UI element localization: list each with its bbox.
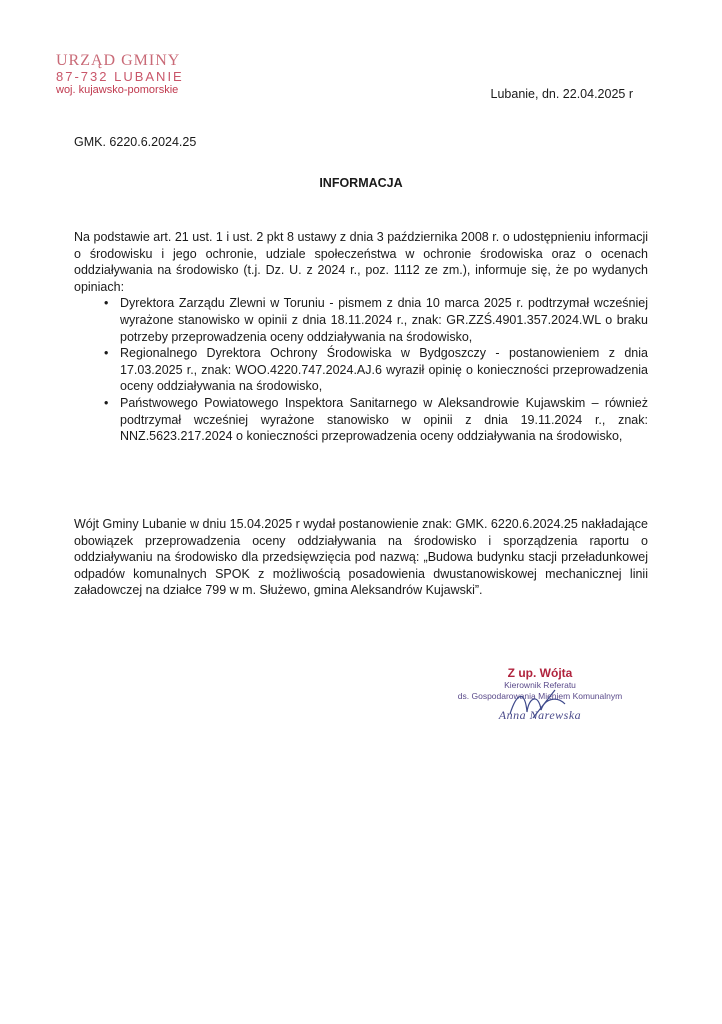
handwritten-signature-icon (505, 684, 575, 724)
list-item-text: Dyrektora Zarządu Zlewni w Toruniu - pismem z dnia 10 marca 2025 r. podtrzymał wcześniej wyrażone stanowisko w opinii z dnia 18.11.2024 r., znak: GR.ZZŚ.4901.357.2024.WL o braku potrzeby przeprowadzenia oceny oddziaływania na środowisko, (120, 296, 648, 344)
list-item-text: Regionalnego Dyrektora Ochrony Środowiska w Bydgoszczy - postanowieniem z dnia 17.03.2025 r., znak: WOO.4220.747.2024.AJ.6 wyraził opinię o konieczności przeprowadzenia oceny oddziaływania na środowisko, (120, 346, 648, 394)
signature-position: Kierownik Referatu (504, 680, 576, 690)
stamp-line-postcode: 87-732 LUBANIE (56, 69, 184, 84)
place-and-date: Lubanie, dn. 22.04.2025 r (490, 87, 633, 101)
stamp-line-province: woj. kujawsko-pomorskie (56, 84, 179, 96)
case-number: GMK. 6220.6.2024.25 (74, 135, 197, 149)
document-title: INFORMACJA (319, 176, 403, 190)
stamp-line-office: URZĄD GMINY (56, 52, 181, 69)
list-item (74, 295, 648, 345)
bullet-icon: • (104, 395, 109, 410)
list-item-text: Państwowego Powiatowego Inspektora Sanitarnego w Aleksandrowie Kujawskim – również podtrzymał wcześniej wyrażone stanowisko w opinii z dnia 19.11.2024 r., znak: NNZ.5623.217.2024 o konieczności przeprowadzenia oceny oddziaływania na środowisko, (120, 395, 648, 444)
intro-paragraph: Na podstawie art. 21 ust. 1 i ust. 2 pkt 8 ustawy z dnia 3 października 2008 r. o udostępnieniu informacji o środowisku i jego ochronie, udziale społeczeństwa w ochronie środowiska oraz o ocenach oddziaływania na środowisko (t.j. Dz. U. z 2024 r., poz. 1112 ze zm.), informuje się, że po wydanych opiniach: (74, 230, 648, 294)
office-stamp (56, 52, 236, 97)
list-item (74, 395, 648, 445)
decision-paragraph: Wójt Gminy Lubanie w dniu 15.04.2025 r wydał postanowienie znak: GMK. 6220.6.2024.25 nakładające obowiązek przeprowadzenia oceny oddziaływania na środowisko i sporządzenia raportu o oddziaływaniu na środowisko dla przedsięwzięcia pod nazwą: „Budowa budynku stacji przeładunkowej odpadów komunalnych SPOK z możliwością posadowienia dwustanowiskowej mechanicznej linii załadowczej na działce 799 w m. Służewo, gmina Aleksandrów Kujawski”. (74, 517, 648, 598)
signature-authority: Z up. Wójta (507, 666, 573, 680)
intro-section (74, 229, 648, 445)
bullet-icon: • (104, 296, 109, 311)
signature-department: ds. Gospodarowania Mieniem Komunalnym (457, 691, 623, 701)
signature-name: Anna Narewska (498, 708, 582, 722)
list-item (74, 345, 648, 395)
opinions-list (74, 295, 648, 444)
bullet-icon: • (104, 346, 109, 361)
